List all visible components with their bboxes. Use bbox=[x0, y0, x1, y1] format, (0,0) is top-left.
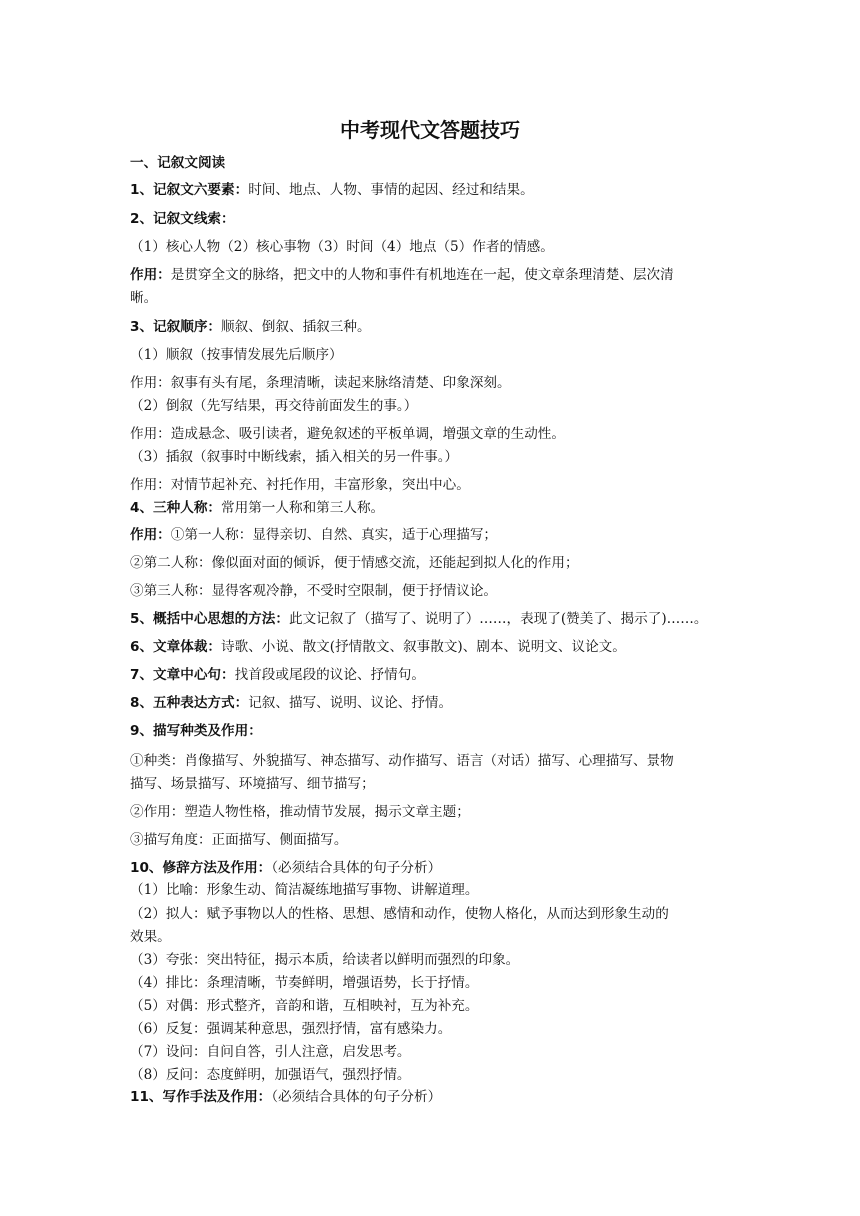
text-line bbox=[130, 209, 730, 229]
line-text: （8）反问：态度鲜明，加强语气，强烈抒情。 bbox=[130, 1067, 411, 1083]
line-text: 顺叙、倒叙、插叙三种。 bbox=[221, 319, 371, 335]
line-text: ①种类：肖像描写、外貌描写、神态描写、动作描写、语言（对话）描写、心理描写、景物 bbox=[130, 753, 674, 769]
line-text: ③第三人称：显得客观冷静，不受时空限制，便于抒情议论。 bbox=[130, 583, 498, 599]
text-line bbox=[130, 153, 730, 173]
line-text: （3）夸张：突出特征，揭示本质，给读者以鲜明而强烈的印象。 bbox=[130, 952, 520, 968]
section-heading: 4、三种人称： bbox=[130, 500, 222, 516]
line-text: 常用第一人称和第三人称。 bbox=[221, 500, 385, 516]
line-text: （必须结合具体的句子分析） bbox=[271, 860, 442, 876]
section-heading: 3、记叙顺序： bbox=[130, 319, 222, 335]
line-text: 诗歌、小说、散文(抒情散文、叙事散文)、剧本、说明文、议论文。 bbox=[221, 639, 626, 655]
text-line bbox=[130, 447, 730, 467]
line-text: 作用：对情节起补充、衬托作用，丰富形象，突出中心。 bbox=[130, 477, 470, 493]
section-heading: 9、描写种类及作用： bbox=[130, 723, 262, 739]
line-text: （3）插叙（叙事时中断线索，插入相关的另一件事。） bbox=[130, 449, 459, 465]
line-text: 晰。 bbox=[130, 290, 158, 306]
line-text: （2）倒叙（先写结果，再交待前面发生的事。） bbox=[130, 398, 418, 414]
line-text: （6）反复：强调某种意思，强烈抒情，富有感染力。 bbox=[130, 1021, 452, 1037]
line-text: ③描写角度：正面描写、侧面描写。 bbox=[130, 832, 348, 848]
line-text: （7）设问：自问自答，引人注意，启发思考。 bbox=[130, 1044, 411, 1060]
text-line bbox=[130, 525, 730, 545]
text-line bbox=[130, 498, 730, 518]
section-heading: 一、记叙文阅读 bbox=[130, 155, 226, 171]
line-text: ②作用：塑造人物性格，推动情节发展，揭示文章主题； bbox=[130, 804, 470, 820]
text-line bbox=[130, 1042, 730, 1062]
text-line bbox=[130, 317, 730, 337]
line-text: 描写、场景描写、环境描写、细节描写； bbox=[130, 776, 375, 792]
text-line bbox=[130, 475, 730, 495]
line-text: 是贯穿全文的脉络，把文中的人物和事件有机地连在一起，使文章条理清楚、层次清 bbox=[170, 267, 674, 283]
text-line bbox=[130, 973, 730, 993]
line-text: （4）排比：条理清晰，节奏鲜明，增强语势，长于抒情。 bbox=[130, 975, 479, 991]
text-line bbox=[130, 1087, 730, 1107]
line-text: （2）拟人：赋予事物以人的性格、思想、感情和动作，使物人格化，从而达到形象生动的 bbox=[130, 906, 669, 922]
text-line bbox=[130, 609, 730, 629]
line-text: （必须结合具体的句子分析） bbox=[271, 1089, 442, 1105]
line-text: （1）顺叙（按事情发展先后顺序） bbox=[130, 347, 343, 363]
section-heading: 5、概括中心思想的方法： bbox=[130, 611, 289, 627]
text-line bbox=[130, 774, 730, 794]
text-line bbox=[130, 802, 730, 822]
text-line bbox=[130, 288, 730, 308]
section-heading: 1、记叙文六要素： bbox=[130, 182, 249, 198]
text-line bbox=[130, 345, 730, 365]
line-text: （1）核心人物（2）核心事物（3）时间（4）地点（5）作者的情感。 bbox=[130, 239, 554, 255]
section-heading: 11、写作手法及作用： bbox=[130, 1089, 272, 1105]
section-heading: 作用： bbox=[130, 267, 171, 283]
line-text: 时间、地点、人物、事情的起因、经过和结果。 bbox=[248, 182, 534, 198]
text-line bbox=[130, 424, 730, 444]
text-line bbox=[130, 396, 730, 416]
text-line bbox=[130, 950, 730, 970]
text-line bbox=[130, 180, 730, 200]
section-heading: 8、五种表达方式： bbox=[130, 695, 249, 711]
line-text: 作用：叙事有头有尾，条理清晰，读起来脉络清楚、印象深刻。 bbox=[130, 375, 511, 391]
section-heading: 7、文章中心句： bbox=[130, 667, 235, 683]
line-text: ①第一人称：显得亲切、自然、真实，适于心理描写； bbox=[170, 527, 498, 543]
text-line bbox=[130, 553, 730, 573]
text-line bbox=[130, 830, 730, 850]
text-line bbox=[130, 237, 730, 257]
text-line bbox=[130, 996, 730, 1016]
text-line bbox=[130, 1019, 730, 1039]
text-line bbox=[130, 1065, 730, 1085]
section-heading: 10、修辞方法及作用： bbox=[130, 860, 272, 876]
line-text: ②第二人称：像似面对面的倾诉，便于情感交流，还能起到拟人化的作用； bbox=[130, 555, 579, 571]
section-heading: 作用： bbox=[130, 527, 171, 543]
text-line bbox=[130, 927, 730, 947]
line-text: 效果。 bbox=[130, 929, 171, 945]
text-line bbox=[130, 373, 730, 393]
section-heading: 2、记叙文线索： bbox=[130, 211, 235, 227]
line-text: 找首段或尾段的议论、抒情句。 bbox=[234, 667, 425, 683]
text-line bbox=[130, 693, 730, 713]
text-line bbox=[130, 265, 730, 285]
text-line bbox=[130, 751, 730, 771]
text-line bbox=[130, 880, 730, 900]
section-heading: 6、文章体裁： bbox=[130, 639, 222, 655]
text-line bbox=[130, 581, 730, 601]
line-text: 作用：造成悬念、吸引读者，避免叙述的平板单调，增强文章的生动性。 bbox=[130, 426, 565, 442]
line-text: （1）比喻：形象生动、简洁凝练地描写事物、讲解道理。 bbox=[130, 882, 479, 898]
line-text: 此文记叙了（描写了、说明了）……，表现了(赞美了、揭示了)……。 bbox=[289, 611, 708, 627]
page-title: 中考现代文答题技巧 bbox=[340, 118, 520, 142]
text-line bbox=[130, 665, 730, 685]
line-text: 记叙、描写、说明、议论、抒情。 bbox=[248, 695, 453, 711]
text-line bbox=[130, 637, 730, 657]
text-line bbox=[130, 858, 730, 878]
text-line bbox=[130, 721, 730, 741]
text-line bbox=[130, 904, 730, 924]
line-text: （5）对偶：形式整齐，音韵和谐，互相映衬，互为补充。 bbox=[130, 998, 479, 1014]
